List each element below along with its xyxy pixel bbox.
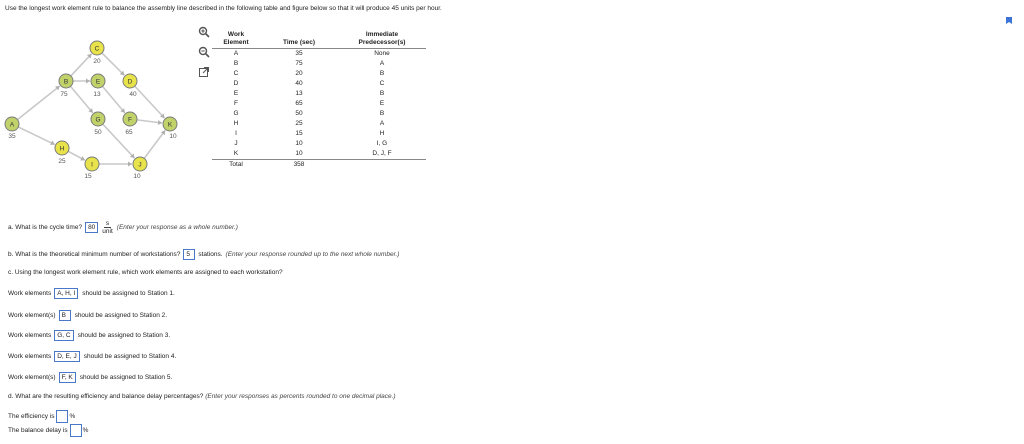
node-time: 15 — [84, 173, 92, 180]
station-row — [8, 351, 176, 362]
table-row — [212, 119, 426, 129]
total-empty — [338, 160, 426, 171]
cell-element: D — [233, 80, 239, 87]
unit-denominator: unit — [102, 228, 113, 235]
edge-B-G — [71, 86, 93, 113]
table-total-row — [212, 160, 426, 171]
question-a-hint: (Enter your response as a whole number.) — [116, 224, 238, 231]
zoom-in-icon[interactable] — [197, 25, 211, 39]
node-label: H — [59, 145, 65, 153]
cell-predecessors: A — [379, 120, 385, 127]
cell-predecessors: B — [379, 110, 385, 117]
cell-element: F — [234, 100, 238, 107]
station-label: Work element(s) — [8, 312, 56, 319]
node-time: 50 — [94, 129, 102, 136]
node-I — [84, 157, 99, 180]
edge-A-B — [17, 86, 59, 120]
node-time: 10 — [133, 173, 141, 180]
station-label: Work element(s) — [8, 374, 56, 381]
node-time: 65 — [125, 129, 133, 136]
station-label: Work elements — [8, 290, 52, 297]
station-row — [8, 372, 172, 383]
question-b-hint: (Enter your response rounded up to the next whole number.) — [225, 251, 400, 258]
header-predecessors: Immediate Predecessor(s) — [338, 30, 426, 49]
station-elements-input[interactable]: F, K — [59, 372, 76, 383]
station-suffix: should be assigned to Station 2. — [74, 312, 168, 319]
cell-element: B — [233, 60, 239, 67]
node-B — [59, 74, 73, 98]
cell-time: 75 — [295, 60, 303, 67]
table-row — [212, 139, 426, 149]
cell-time: 35 — [295, 50, 303, 57]
table-row — [212, 59, 426, 69]
unit-numerator: s — [105, 220, 110, 227]
cell-predecessors: H — [379, 130, 385, 137]
edge-C-D — [102, 53, 124, 75]
cell-element: H — [233, 120, 239, 127]
question-a — [8, 220, 238, 235]
bookmark-icon[interactable] — [1005, 16, 1013, 25]
node-F — [123, 112, 137, 136]
question-b-prefix: b. What is the theoretical minimum number of workstations? — [8, 251, 181, 258]
efficiency-label: The efficiency is — [8, 413, 55, 420]
node-H — [55, 141, 69, 165]
station-row — [8, 330, 170, 341]
cell-element: C — [233, 70, 239, 77]
arrowhead-B-E — [86, 79, 90, 84]
station-elements-input[interactable]: B — [59, 310, 71, 321]
header-time: Time (sec) — [260, 30, 338, 49]
question-d-prefix: d. What are the resulting efficiency and balance delay percentages? — [8, 393, 204, 400]
node-label: A — [9, 121, 15, 129]
open-external-icon[interactable] — [197, 65, 211, 79]
balance-delay-percent: % — [82, 427, 89, 434]
cell-predecessors: E — [379, 100, 385, 107]
cell-time: 25 — [295, 120, 303, 127]
node-K — [163, 117, 177, 140]
edge-B-C — [71, 54, 92, 76]
instruction-text: Use the longest work element rule to balance the assembly line described in the following table and figure below so that it will produce 45 units per hour. — [5, 5, 442, 12]
cell-predecessors: None — [374, 50, 390, 57]
edge-J-K — [144, 130, 165, 158]
cell-element: E — [233, 90, 239, 97]
node-time: 75 — [60, 91, 68, 98]
node-label: K — [167, 121, 173, 129]
cell-time: 10 — [295, 140, 303, 147]
cell-element: J — [234, 140, 238, 147]
node-label: I — [91, 161, 93, 169]
table-row — [212, 79, 426, 89]
table-row — [212, 89, 426, 99]
cycle-time-unit — [102, 220, 112, 235]
cell-time: 65 — [295, 100, 303, 107]
question-b — [8, 249, 399, 260]
table-row — [212, 109, 426, 119]
node-D — [123, 74, 137, 98]
efficiency-input[interactable] — [56, 410, 68, 423]
work-element-table — [212, 30, 426, 170]
total-label: Total — [212, 160, 260, 171]
cell-element: K — [233, 150, 239, 157]
node-time: 35 — [8, 133, 16, 140]
cell-predecessors: A — [379, 60, 385, 67]
cell-predecessors: D, J, F — [372, 150, 392, 157]
cell-predecessors: C — [379, 80, 385, 87]
station-elements-input[interactable]: A, H, I — [54, 288, 78, 299]
precedence-diagram — [0, 0, 200, 200]
node-label: C — [94, 45, 100, 53]
node-E — [91, 74, 105, 98]
header-work-element: Work Element — [212, 30, 260, 49]
table-header-row — [212, 30, 426, 49]
cell-predecessors: B — [379, 70, 385, 77]
station-suffix: should be assigned to Station 5. — [79, 374, 173, 381]
table-row — [212, 149, 426, 160]
station-suffix: should be assigned to Station 3. — [77, 332, 171, 339]
node-time: 20 — [93, 58, 101, 65]
edge-D-K — [135, 86, 165, 118]
arrowhead-I-J — [128, 162, 132, 167]
cycle-time-input[interactable]: 80 — [85, 222, 98, 233]
zoom-out-icon[interactable] — [197, 45, 211, 59]
node-label: D — [127, 78, 133, 86]
table-row — [212, 129, 426, 139]
station-row — [8, 288, 175, 299]
cell-predecessors: B — [379, 90, 385, 97]
question-c-prefix: c. Using the longest work element rule, which work elements are assigned to each workstation? — [8, 269, 283, 276]
question-d-hint: (Enter your responses as percents rounded to one decimal place.) — [205, 393, 396, 400]
table-row — [212, 49, 426, 60]
station-suffix: should be assigned to Station 1. — [82, 290, 175, 297]
node-label: G — [95, 116, 101, 124]
station-row — [8, 310, 167, 321]
cell-element: I — [235, 130, 237, 137]
arrowhead-F-K — [158, 120, 162, 125]
balance-delay-line — [8, 424, 88, 437]
node-time: 13 — [93, 91, 101, 98]
edge-A-H — [18, 127, 54, 145]
balance-delay-label: The balance delay is — [8, 427, 68, 434]
station-suffix: should be assigned to Station 4. — [83, 353, 177, 360]
total-value: 358 — [260, 160, 338, 171]
balance-delay-input[interactable] — [70, 424, 82, 437]
node-time: 25 — [58, 158, 66, 165]
cell-time: 10 — [295, 150, 303, 157]
cell-predecessors: I, G — [376, 140, 388, 147]
cell-time: 20 — [295, 70, 303, 77]
cell-element: A — [233, 50, 239, 57]
cell-time: 50 — [295, 110, 303, 117]
node-J — [133, 157, 147, 180]
station-elements-input[interactable]: G, C — [54, 330, 73, 341]
station-elements-input[interactable]: D, E, J — [54, 351, 80, 362]
table-row — [212, 99, 426, 109]
cell-element: G — [233, 110, 239, 117]
question-d — [8, 393, 396, 400]
node-C — [90, 41, 104, 65]
cell-time: 40 — [295, 80, 303, 87]
question-b-suffix: stations. — [198, 251, 223, 258]
node-label: J — [138, 161, 142, 169]
cell-time: 13 — [295, 90, 303, 97]
efficiency-line — [8, 410, 75, 423]
question-a-prefix: a. What is the cycle time? — [8, 224, 83, 231]
node-label: F — [128, 116, 132, 124]
min-stations-input[interactable]: 5 — [183, 249, 195, 260]
edge-E-F — [103, 86, 125, 113]
node-A — [5, 117, 19, 140]
table-row — [212, 69, 426, 79]
node-label: E — [95, 78, 101, 86]
efficiency-percent: % — [69, 413, 76, 420]
node-label: B — [63, 78, 69, 86]
station-label: Work elements — [8, 353, 52, 360]
node-time: 40 — [129, 91, 137, 98]
station-label: Work elements — [8, 332, 52, 339]
node-G — [91, 112, 105, 136]
node-time: 10 — [169, 133, 177, 140]
cell-time: 15 — [295, 130, 303, 137]
